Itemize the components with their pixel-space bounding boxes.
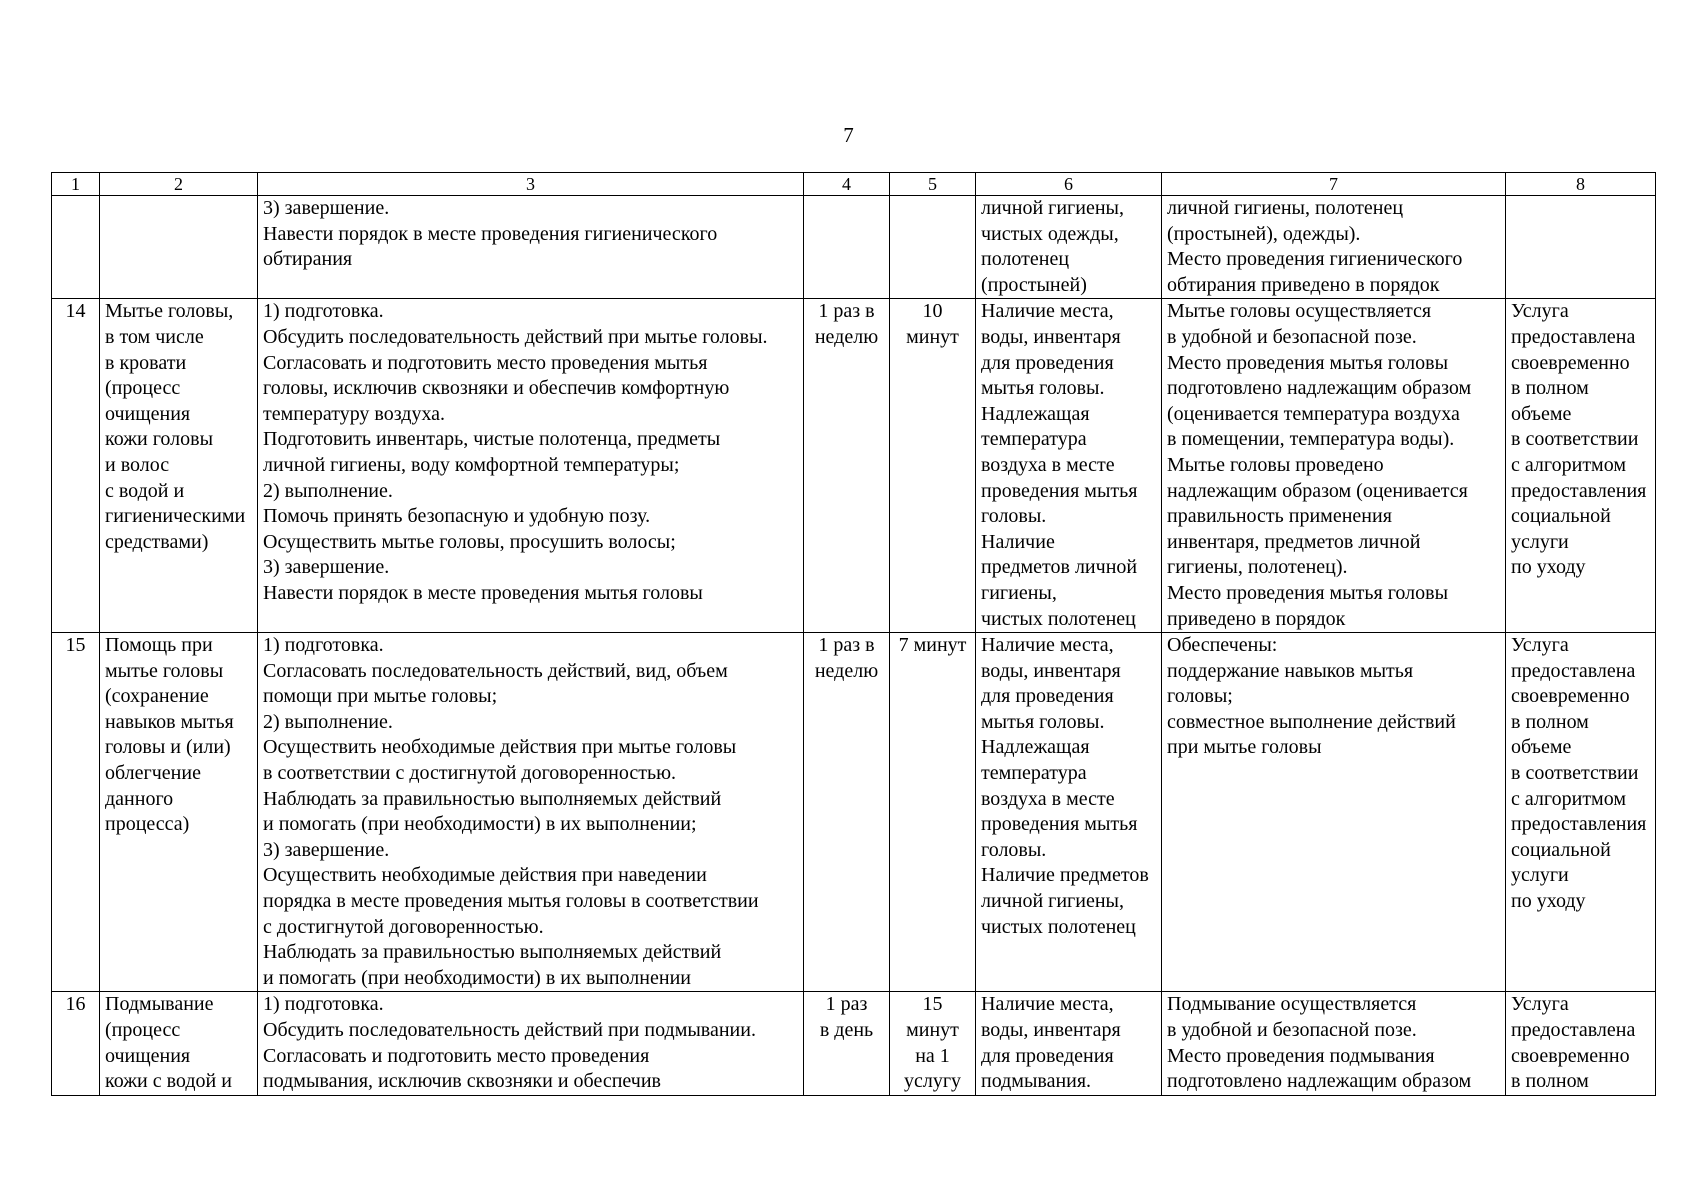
row-number-cell (52, 992, 100, 1095)
cell-line: (простыней) (981, 273, 1087, 296)
cell-line: обтирания (263, 248, 353, 271)
cell-line: 3) завершение. (263, 556, 390, 579)
cell-line: гигиеническими (105, 505, 246, 528)
service-name-cell (100, 992, 258, 1095)
cell-line: Наличие предметов (981, 864, 1149, 887)
cell-line: правильность применения (1167, 505, 1392, 528)
cell-line: кожи с водой и (105, 1070, 232, 1093)
cell-line: для проведения (981, 351, 1114, 374)
cell-line: Помочь принять безопасную и удобную позу. (263, 505, 651, 528)
row-number-cell (52, 633, 100, 992)
cell-line: в удобной и безопасной позе. (1167, 325, 1417, 348)
cell-line: предоставлена (1511, 659, 1636, 682)
cell-line: навыков мытья (105, 710, 234, 733)
conditions-cell (976, 633, 1162, 992)
service-content-cell (258, 992, 804, 1095)
cell-line: личной гигиены, полотенец (1167, 197, 1404, 219)
service-content-cell (258, 633, 804, 992)
cell-line: головы и (или) (105, 736, 231, 759)
cell-line: Услуга (1511, 993, 1569, 1016)
cell-line: Подмывание (105, 993, 214, 1016)
cell-line: при мытье головы (1167, 736, 1322, 759)
cell-line: неделю (814, 325, 879, 348)
frequency-cell (804, 633, 890, 992)
cell-line: проведения мытья (981, 479, 1138, 502)
cell-line: воздуха в месте (981, 787, 1115, 810)
duration-cell (890, 633, 976, 992)
cell-line: Подмывание осуществляется (1167, 993, 1417, 1016)
cell-line: обтирания приведено в порядок (1167, 273, 1440, 296)
cell-line: в помещении, температура воды). (1167, 428, 1455, 451)
cell-line: головы. (981, 505, 1047, 528)
column-number-cell: 5 (890, 173, 976, 196)
cell-line: предоставлена (1511, 1019, 1636, 1041)
cell-line: воды, инвентаря (981, 325, 1121, 348)
quality-indicators-cell (1162, 633, 1506, 992)
cell-line: проведения мытья (981, 813, 1138, 836)
column-number-cell: 6 (976, 173, 1162, 196)
conditions-cell (976, 299, 1162, 633)
column-number-cell: 8 (1506, 173, 1656, 196)
column-number-cell: 2 (100, 173, 258, 196)
cell-line: гигиены, (981, 581, 1057, 604)
cell-line: кожи головы (105, 428, 214, 451)
cell-line: процесса) (105, 813, 190, 836)
page-number: 7 (843, 123, 854, 147)
table-row (52, 299, 1656, 633)
row-number-cell (52, 299, 100, 633)
cell-line: 3) завершение. (263, 197, 390, 219)
cell-line: с водой и (105, 479, 185, 502)
cell-line: Наблюдать за правильностью выполняемых действий (263, 941, 722, 964)
cell-line: Мытье головы, (105, 300, 234, 323)
cell-line: Наличие места, (981, 993, 1114, 1016)
cell-line: услуги (1511, 530, 1569, 553)
cell-line: Услуга (1511, 300, 1569, 323)
cell-line: с достигнутой договоренностью. (263, 915, 544, 938)
cell-line: своевременно (1511, 1044, 1630, 1067)
cell-line: (процесс (105, 377, 181, 400)
conditions-cell (976, 196, 1162, 299)
cell-line: данного (105, 787, 174, 810)
cell-line: облегчение (105, 762, 201, 785)
cell-line: подмывания, исключив сквозняки и обеспечив (263, 1070, 661, 1093)
cell-line: социальной (1511, 505, 1611, 528)
cell-line: Согласовать и подготовить место проведения (263, 1044, 650, 1067)
cell-line: в кровати (105, 351, 187, 374)
cell-line: чистых полотенец (981, 915, 1136, 938)
cell-line: инвентаря, предметов личной (1167, 530, 1421, 553)
cell-line: своевременно (1511, 351, 1630, 374)
cell-line: 15 (65, 634, 86, 657)
cell-line: и помогать (при необходимости) в их выполнении (263, 966, 691, 989)
cell-line: услуги (1511, 864, 1569, 887)
cell-line: средствами) (105, 530, 209, 553)
cell-line: (процесс (105, 1019, 181, 1041)
table-row (52, 992, 1656, 1095)
cell-line: совместное выполнение действий (1167, 710, 1456, 733)
cell-line: предметов личной (981, 556, 1138, 579)
cell-line: личной гигиены, (981, 197, 1124, 219)
cell-line: помощи при мытье головы; (263, 685, 498, 708)
service-name-cell (100, 633, 258, 992)
cell-line: головы. (981, 838, 1047, 861)
cell-line: 1 раз (825, 993, 868, 1016)
cell-line: на 1 (915, 1044, 950, 1067)
cell-line: (оценивается температура воздуха (1167, 402, 1460, 425)
services-table (51, 172, 1656, 1096)
cell-line: 1) подготовка. (263, 993, 384, 1016)
quality-indicators-cell (1162, 299, 1506, 633)
cell-line: объеме (1511, 736, 1572, 759)
cell-line: социальной (1511, 838, 1611, 861)
service-name-cell (100, 299, 258, 633)
cell-line: Мытье головы проведено (1167, 453, 1384, 476)
cell-line: неделю (814, 659, 879, 682)
duration-cell (890, 299, 976, 633)
cell-line: мытье головы (105, 659, 224, 682)
cell-line: мытья головы. (981, 377, 1105, 400)
column-number-row (52, 173, 1656, 196)
cell-line: 7 минут (898, 634, 967, 657)
duration-cell (890, 196, 976, 299)
row-number-cell (52, 196, 100, 299)
cell-line: для проведения (981, 1044, 1114, 1067)
cell-line: 1 раз в (818, 300, 875, 323)
cell-line: Навести порядок в месте проведения гигиенического (263, 222, 718, 245)
cell-line: в день (819, 1019, 874, 1041)
quality-indicators-cell (1162, 992, 1506, 1095)
cell-line: 10 (922, 300, 943, 323)
cell-line: надлежащим образом (оценивается (1167, 479, 1468, 502)
column-number-cell: 3 (258, 173, 804, 196)
cell-line: в том числе (105, 325, 204, 348)
cell-line: услугу (903, 1070, 962, 1093)
cell-line: подготовлено надлежащим образом (1167, 1070, 1472, 1093)
column-number-cell: 1 (52, 173, 100, 196)
cell-line: полотенец (981, 248, 1070, 271)
cell-line: 1) подготовка. (263, 634, 384, 657)
cell-line: в соответствии (1511, 428, 1639, 451)
cell-line: 3) завершение. (263, 838, 390, 861)
cell-line: и помогать (при необходимости) в их выполнении; (263, 813, 697, 836)
cell-line: Наличие (981, 530, 1055, 553)
cell-line: Услуга (1511, 634, 1569, 657)
cell-line: 2) выполнение. (263, 479, 393, 502)
cell-line: порядка в месте проведения мытья головы в соответствии (263, 890, 759, 913)
cell-line: Обсудить последовательность действий при подмывании. (263, 1019, 756, 1041)
evaluation-cell (1506, 992, 1656, 1095)
cell-line: (простыней), одежды). (1167, 222, 1361, 245)
cell-line: минут (906, 325, 959, 348)
cell-line: мытья головы. (981, 710, 1105, 733)
cell-line: температура (981, 428, 1087, 451)
duration-cell (890, 992, 976, 1095)
table-body (52, 173, 1656, 1096)
frequency-cell (804, 196, 890, 299)
cell-line: Наблюдать за правильностью выполняемых действий (263, 787, 722, 810)
cell-line: Подготовить инвентарь, чистые полотенца, предметы (263, 428, 721, 451)
cell-line: личной гигиены, воду комфортной температуры; (263, 453, 680, 476)
cell-line: предоставления (1511, 479, 1647, 502)
cell-line: Осуществить необходимые действия при мытье головы (263, 736, 737, 759)
cell-line: с алгоритмом (1511, 787, 1626, 810)
evaluation-cell (1506, 633, 1656, 992)
cell-line: личной гигиены, (981, 890, 1124, 913)
cell-line: чистых полотенец (981, 607, 1136, 630)
cell-line: 16 (65, 993, 86, 1016)
cell-line: температура (981, 762, 1087, 785)
cell-line: Помощь при (105, 634, 213, 657)
evaluation-cell (1506, 196, 1656, 299)
cell-line: 15 (922, 993, 943, 1016)
frequency-cell (804, 299, 890, 633)
conditions-cell (976, 992, 1162, 1095)
cell-line: в удобной и безопасной позе. (1167, 1019, 1417, 1041)
cell-line: минут (906, 1019, 959, 1041)
cell-line: 14 (65, 300, 86, 323)
cell-line: 1 раз в (818, 634, 875, 657)
cell-line: поддержание навыков мытья (1167, 659, 1414, 682)
cell-line: головы, исключив сквозняки и обеспечив комфортную (263, 377, 730, 400)
cell-line: в соответствии (1511, 762, 1639, 785)
cell-line: Надлежащая (981, 736, 1090, 759)
cell-line: 2) выполнение. (263, 710, 393, 733)
cell-line: воздуха в месте (981, 453, 1115, 476)
cell-line: очищения (105, 1044, 191, 1067)
cell-line: своевременно (1511, 685, 1630, 708)
cell-line: температуру воздуха. (263, 402, 446, 425)
table-row (52, 633, 1656, 992)
cell-line: Мытье головы осуществляется (1167, 300, 1432, 323)
cell-line: воды, инвентаря (981, 1019, 1121, 1041)
cell-line: Обсудить последовательность действий при мытье головы. (263, 325, 768, 348)
table-row (52, 196, 1656, 299)
cell-line: очищения (105, 402, 191, 425)
cell-line: Осуществить необходимые действия при наведении (263, 864, 707, 887)
cell-line: Надлежащая (981, 402, 1090, 425)
cell-line: предоставлена (1511, 325, 1636, 348)
cell-line: с алгоритмом (1511, 453, 1626, 476)
cell-line: подмывания. (981, 1070, 1092, 1093)
service-content-cell (258, 196, 804, 299)
cell-line: воды, инвентаря (981, 659, 1121, 682)
cell-line: Место проведения мытья головы (1167, 581, 1449, 604)
service-content-cell (258, 299, 804, 633)
cell-line: в соответствии с достигнутой договоренностью. (263, 762, 677, 785)
cell-line: Обеспечены: (1167, 634, 1278, 657)
cell-line: чистых одежды, (981, 222, 1119, 245)
cell-line: и волос (105, 453, 170, 476)
cell-line: 1) подготовка. (263, 300, 384, 323)
cell-line: гигиены, полотенец). (1167, 556, 1348, 579)
cell-line: подготовлено надлежащим образом (1167, 377, 1472, 400)
cell-line: Место проведения мытья головы (1167, 351, 1449, 374)
cell-line: Осуществить мытье головы, просушить волосы; (263, 530, 676, 553)
cell-line: Наличие места, (981, 300, 1114, 323)
cell-line: (сохранение (105, 685, 209, 708)
service-name-cell (100, 196, 258, 299)
cell-line: Место проведения подмывания (1167, 1044, 1435, 1067)
column-number-cell: 4 (804, 173, 890, 196)
cell-line: в полном (1511, 710, 1589, 733)
cell-line: Согласовать последовательность действий, вид, объем (263, 659, 728, 682)
cell-line: по уходу (1511, 890, 1586, 913)
cell-line: для проведения (981, 685, 1114, 708)
cell-line: Место проведения гигиенического (1167, 248, 1463, 271)
cell-line: Навести порядок в месте проведения мытья головы (263, 581, 703, 604)
cell-line: приведено в порядок (1167, 607, 1346, 630)
frequency-cell (804, 992, 890, 1095)
column-number-cell: 7 (1162, 173, 1506, 196)
cell-line: в полном (1511, 1070, 1589, 1093)
cell-line: Согласовать и подготовить место проведения мытья (263, 351, 708, 374)
cell-line: предоставления (1511, 813, 1647, 836)
cell-line: Наличие места, (981, 634, 1114, 657)
evaluation-cell (1506, 299, 1656, 633)
cell-line: в полном (1511, 377, 1589, 400)
cell-line: по уходу (1511, 556, 1586, 579)
cell-line: головы; (1167, 685, 1233, 708)
quality-indicators-cell (1162, 196, 1506, 299)
cell-line: объеме (1511, 402, 1572, 425)
